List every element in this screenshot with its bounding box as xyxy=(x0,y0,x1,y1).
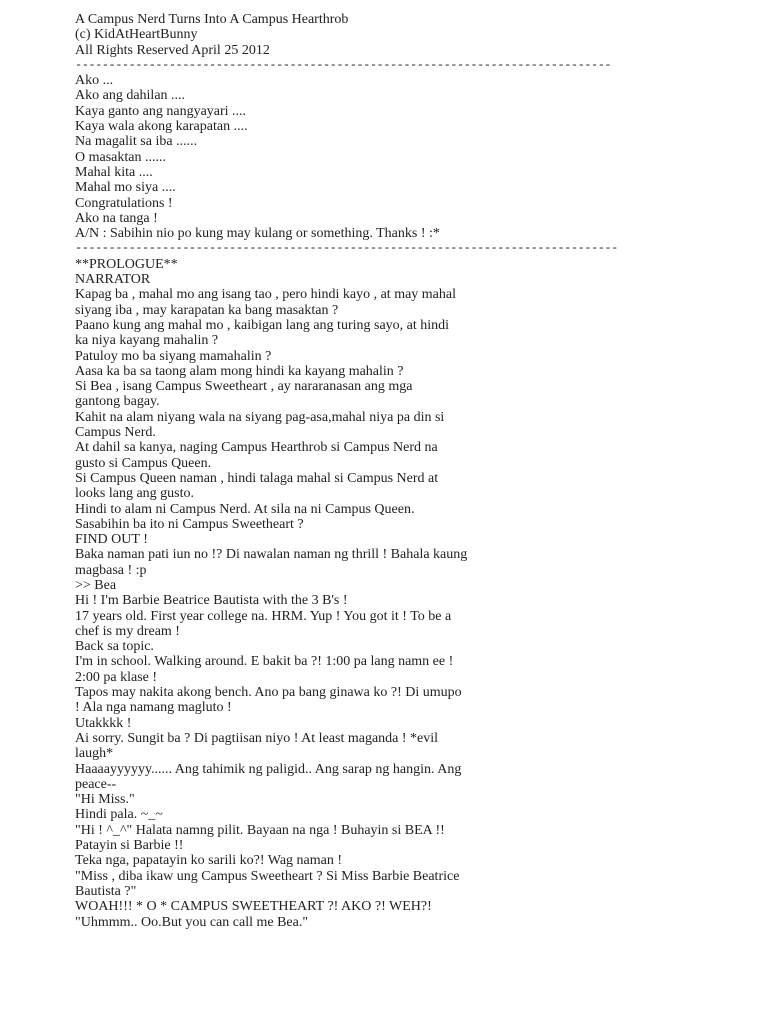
text-line: Hindi to alam ni Campus Nerd. At sila na ni Campus Queen. xyxy=(75,501,415,517)
text-line: 2:00 pa klase ! xyxy=(75,669,158,685)
text-line: A/N : Sabihin nio po kung may kulang or something. Thanks ! :* xyxy=(75,226,440,242)
text-line: 17 years old. First year college na. HRM. Yup ! You got it ! To be a xyxy=(75,608,452,624)
text-line: Patayin si Barbie !! xyxy=(75,838,184,854)
text-line: Na magalit sa iba ...... xyxy=(75,134,198,150)
text-line: I'm in school. Walking around. E bakit ba ?! 1:00 pa lang namn ee ! xyxy=(75,654,454,670)
text-line: chef is my dream ! xyxy=(75,623,180,639)
text-line: Kaya wala akong karapatan .... xyxy=(75,119,248,135)
text-line: Tapos may nakita akong bench. Ano pa bang ginawa ko ?! Di umupo xyxy=(75,685,462,701)
text-line: Hindi pala. ~_~ xyxy=(75,807,163,823)
text-line: laugh* xyxy=(75,746,114,762)
text-line: "Uhmmm.. Oo.But you can call me Bea." xyxy=(75,914,309,930)
text-line: magbasa ! :p xyxy=(75,562,147,578)
text-line: Si Campus Queen naman , hindi talaga mahal si Campus Nerd at xyxy=(75,470,439,486)
text-line: Ako ... xyxy=(75,73,114,89)
text-line: Ako na tanga ! xyxy=(75,210,158,226)
text-line: Back sa topic. xyxy=(75,639,154,655)
text-line: Kahit na alam niyang wala na siyang pag-asa,mahal niya pa din si xyxy=(75,409,445,425)
text-line: Bautista ?" xyxy=(75,883,137,899)
text-line: Teka nga, papatayin ko sarili ko?! Wag naman ! xyxy=(75,853,343,869)
text-line: **PROLOGUE** xyxy=(75,256,178,272)
text-line: Aasa ka ba sa taong alam mong hindi ka kayang mahalin ? xyxy=(75,363,404,379)
text-line: (c) KidAtHeartBunny xyxy=(75,27,198,43)
text-line: "Hi Miss." xyxy=(75,792,135,808)
text-line: ka niya kayang mahalin ? xyxy=(75,333,219,349)
text-line: Mahal kita .... xyxy=(75,164,153,180)
text-line: Sasabihin ba ito ni Campus Sweetheart ? xyxy=(75,516,304,532)
text-line: >> Bea xyxy=(75,577,117,593)
text-line: WOAH!!! * O * CAMPUS SWEETHEART ?! AKO ?! WEH?! xyxy=(75,899,432,915)
text-line: Ako ang dahilan .... xyxy=(75,88,186,104)
text-line: Congratulations ! xyxy=(75,195,173,211)
separator-line: --------------------------------------------------------------------------------- xyxy=(75,241,618,256)
text-line: Hi ! I'm Barbie Beatrice Bautista with the 3 B's ! xyxy=(75,593,348,609)
text-line: gusto si Campus Queen. xyxy=(75,455,212,471)
text-line: "Hi ! ^_^" Halata namng pilit. Bayaan na nga ! Buhayin si BEA !! xyxy=(75,822,445,838)
text-line: Patuloy mo ba siyang mamahalin ? xyxy=(75,348,272,364)
text-line: Kapag ba , mahal mo ang isang tao , pero hindi kayo , at may mahal xyxy=(75,287,457,303)
text-line: Haaaayyyyyy...... Ang tahimik ng paligid.. Ang sarap ng hangin. Ang xyxy=(75,761,462,777)
text-line: At dahil sa kanya, naging Campus Hearthrob si Campus Nerd na xyxy=(75,440,438,456)
text-line: looks lang ang gusto. xyxy=(75,486,194,502)
separator-line: -------------------------------------------------------------------------------- xyxy=(75,57,612,72)
text-line: O masaktan ...... xyxy=(75,149,166,165)
text-line: NARRATOR xyxy=(75,272,151,288)
document-page xyxy=(75,12,755,930)
text-line: FIND OUT ! xyxy=(75,532,148,548)
text-line: "Miss , diba ikaw ung Campus Sweetheart ? Si Miss Barbie Beatrice xyxy=(75,868,460,884)
text-line: gantong bagay. xyxy=(75,394,160,410)
text-line: Baka naman pati iun no !? Di nawalan naman ng thrill ! Bahala kaung xyxy=(75,547,468,563)
text-line: A Campus Nerd Turns Into A Campus Hearthrob xyxy=(75,12,349,27)
text-line: Mahal mo siya .... xyxy=(75,180,176,196)
text-line: Utakkkk ! xyxy=(75,715,132,731)
text-line: Paano kung ang mahal mo , kaibigan lang ang turing sayo, at hindi xyxy=(75,317,450,333)
text-line: peace-- xyxy=(75,776,117,792)
text-line: Campus Nerd. xyxy=(75,425,156,441)
text-line: ! Ala nga namang magluto ! xyxy=(75,700,232,716)
text-line: Kaya ganto ang nangyayari .... xyxy=(75,103,247,119)
text-line: Ai sorry. Sungit ba ? Di pagtiisan niyo ! At least maganda ! *evil xyxy=(75,730,439,746)
text-line: All Rights Reserved April 25 2012 xyxy=(75,42,270,58)
text-line: Si Bea , isang Campus Sweetheart , ay nararanasan ang mga xyxy=(75,379,413,395)
text-line: siyang iba , may karapatan ka bang masaktan ? xyxy=(75,302,339,318)
